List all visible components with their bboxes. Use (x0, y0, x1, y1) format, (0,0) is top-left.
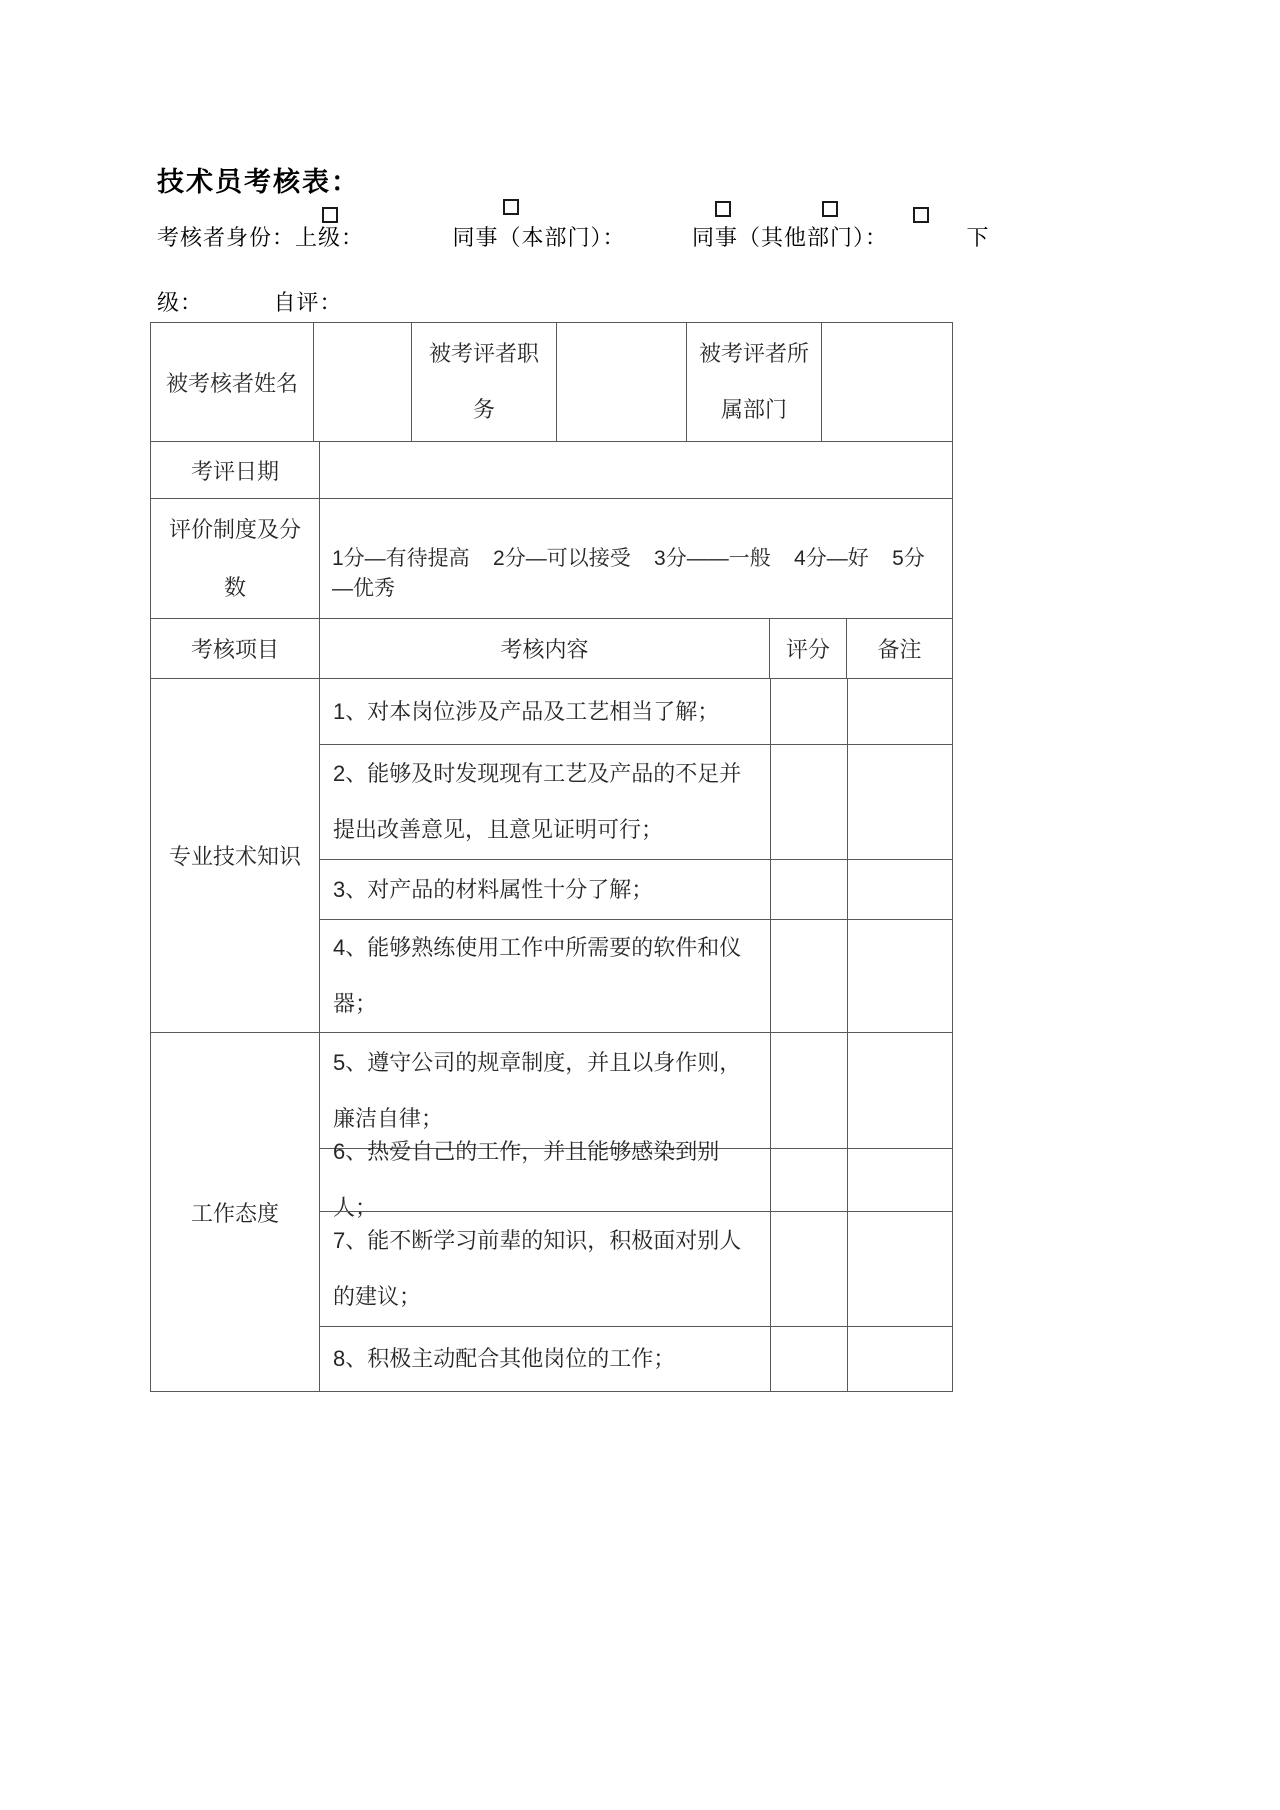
item-text: 4、能够熟练使用工作中所需要的软件和仪器； (333, 935, 742, 1016)
date-value-cell[interactable] (319, 442, 952, 498)
item-content-cell (320, 745, 770, 859)
page-title: 技术员考核表： (157, 167, 360, 197)
remark-cell[interactable] (847, 1212, 952, 1326)
score-cell[interactable] (770, 1327, 847, 1391)
remark-cell[interactable] (847, 1327, 952, 1391)
remark-cell[interactable] (847, 679, 952, 744)
item-text: 1、对本岗位涉及产品及工艺相当了解； (333, 698, 720, 724)
item-text: 6、热爱自己的工作，并且能够感染到别人； (333, 1139, 720, 1220)
rating-scale-text: 1分—有待提高 2分—可以接受 3分——一般 4分—好 5分—优秀 (319, 499, 952, 618)
item-content-cell (320, 860, 770, 919)
remark-cell[interactable] (847, 860, 952, 919)
score-cell[interactable] (770, 745, 847, 859)
date-label-cell: 考评日期 (190, 458, 279, 484)
score-cell[interactable] (770, 860, 847, 919)
item-content-cell (320, 679, 770, 744)
identity-prefix-and-superior: 考核者身份：上级： (157, 225, 365, 250)
assessor-checkbox-superior[interactable] (322, 207, 338, 223)
category-cell: 专业技术知识 (168, 844, 301, 869)
col-header-item: 考核项目 (190, 637, 279, 662)
assessor-checkbox-peer-other-dept[interactable] (715, 201, 731, 217)
assessor-identity-line-1 (157, 221, 990, 252)
item-row-8 (320, 1326, 952, 1391)
section-technical-knowledge (151, 678, 952, 1032)
position-value-cell[interactable] (556, 323, 686, 441)
col-header-score: 评分 (769, 619, 846, 678)
name-label-cell: 被考核者姓名 (165, 370, 298, 396)
identity-peer-same-dept: 同事（本部门）： (452, 225, 626, 250)
item-text: 8、积极主动配合其他岗位的工作； (333, 1346, 676, 1371)
item-text: 5、遵守公司的规章制度，并且以身作则，廉洁自律； (333, 1049, 742, 1131)
item-row-1 (320, 679, 952, 744)
item-text: 2、能够及时发现现有工艺及产品的不足并提出改善意见，且意见证明可行； (333, 761, 742, 842)
score-cell[interactable] (770, 1212, 847, 1326)
category-cell: 工作态度 (190, 1200, 279, 1226)
item-row-6 (320, 1139, 952, 1220)
identity-peer-other-dept: 同事（其他部门）： (692, 225, 889, 250)
info-row (151, 323, 952, 441)
date-row (151, 441, 952, 498)
score-cell[interactable] (770, 920, 847, 1032)
item-content-cell (320, 1139, 770, 1220)
assessor-checkbox-subordinate[interactable] (913, 207, 929, 223)
item-text: 7、能不断学习前辈的知识，积极面对别人的建议； (333, 1228, 742, 1309)
rating-scale-row (151, 498, 952, 618)
remark-cell[interactable] (847, 745, 952, 859)
rating-scale-label-cell: 评价制度及分数 (168, 516, 301, 600)
identity-self: 自评： (273, 290, 343, 315)
assessor-identity-line-2 (157, 286, 343, 317)
item-row-7 (320, 1211, 952, 1326)
item-text: 3、对产品的材料属性十分了解； (333, 876, 654, 902)
col-header-remark: 备注 (846, 619, 952, 678)
department-value-cell[interactable] (821, 323, 952, 441)
identity-subordinate-end: 级： (157, 290, 204, 315)
remark-cell[interactable] (847, 1149, 952, 1211)
col-header-content: 考核内容 (319, 619, 769, 678)
remark-cell[interactable] (847, 920, 952, 1032)
score-cell[interactable] (770, 1033, 847, 1148)
item-content-cell (320, 920, 770, 1032)
assessor-checkbox-peer-other-dept-end[interactable] (822, 201, 838, 217)
item-row-4 (320, 919, 952, 1032)
position-label-cell: 被考评者职务 (411, 323, 556, 441)
assessment-table (150, 322, 953, 1392)
section-work-attitude (151, 1032, 952, 1391)
item-content-cell (320, 1327, 770, 1391)
column-header-row (151, 618, 952, 678)
name-value-cell[interactable] (313, 323, 411, 441)
score-cell[interactable] (770, 1149, 847, 1211)
item-content-cell (320, 1212, 770, 1326)
item-row-2 (320, 744, 952, 859)
remark-cell[interactable] (847, 1033, 952, 1148)
identity-subordinate-start: 下 (966, 225, 990, 250)
assessor-checkbox-peer-same-dept[interactable] (503, 199, 519, 215)
item-row-3 (320, 859, 952, 919)
department-label-cell: 被考评者所属部门 (686, 323, 821, 441)
score-cell[interactable] (770, 679, 847, 744)
